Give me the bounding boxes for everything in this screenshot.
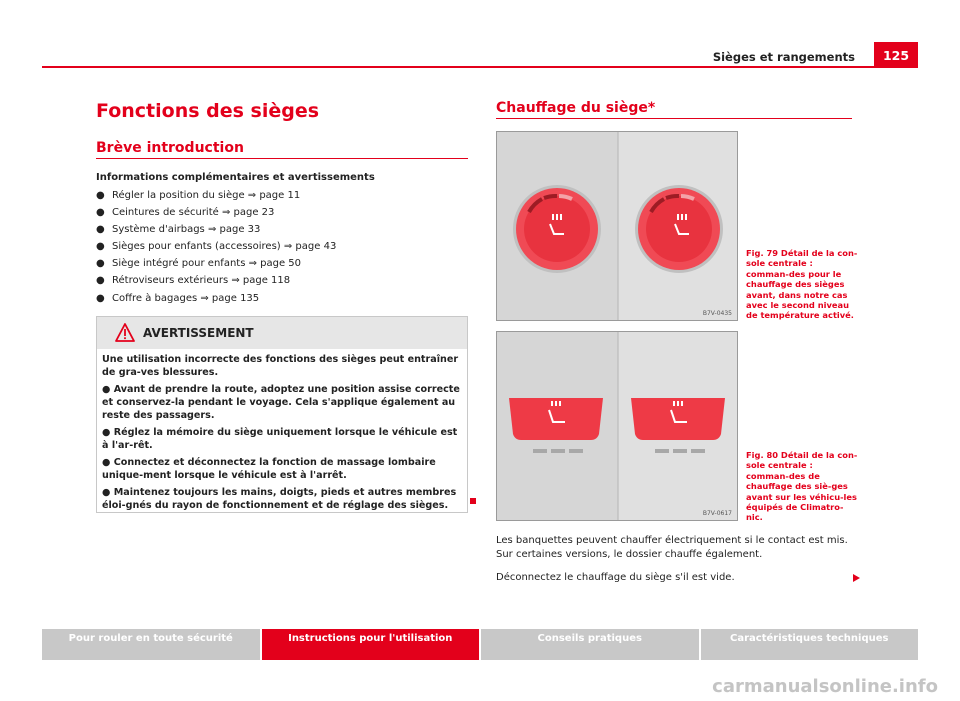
tab-instructions[interactable]: Instructions pour l'utilisation (262, 629, 480, 660)
figure-code: B7V-0617 (702, 510, 732, 517)
right-heater-knob (635, 185, 723, 273)
warning-box (96, 316, 468, 513)
chapter-title: Fonctions des sièges (96, 100, 320, 122)
warning-triangle-icon (115, 323, 135, 342)
tab-practical-tips[interactable]: Conseils pratiques (481, 629, 699, 660)
page-number: 125 (874, 42, 918, 68)
figure-79-caption: Fig. 79 Détail de la con-sole centrale : comman-des pour le chauffage des sièges avant, dans notre cas avec le second niveau de température activé. (746, 248, 858, 321)
bullet-icon: ● (96, 224, 105, 236)
right-section-title: Chauffage du siège* (496, 100, 656, 116)
footer-tabs (42, 629, 918, 660)
warning-paragraph: ● Maintenez toujours les mains, doigts, pieds et autres membres éloi-gnés du rayon de fonctionnement et de réglage des sièges. (102, 487, 457, 511)
bullet-icon: ● (96, 241, 105, 253)
header-rule (42, 66, 874, 68)
warning-paragraph: ● Avant de prendre la route, adoptez une position assise correcte et conservez-la pendant le voyage. Cela s'applique également au reste des passagers. (102, 384, 460, 421)
warning-paragraph: ● Réglez la mémoire du siège uniquement lorsque le véhicule est à l'ar-rêt. (102, 427, 458, 451)
climatronic-buttons-illustration (497, 332, 738, 521)
list-item[interactable]: ● Régler la position du siège ⇒ page 11 (96, 189, 336, 206)
figure-80 (496, 331, 738, 521)
warning-paragraph: Une utilisation incorrecte des fonctions des sièges peut entraîner de gra-ves blessures. (102, 354, 459, 378)
list-item[interactable]: ● Ceintures de sécurité ⇒ page 23 (96, 206, 336, 223)
figure-80-caption: Fig. 80 Détail de la con-sole centrale : comman-des de chauffage des siè-ges avant sur les véhicu-les équipés de Climatro-nic. (746, 450, 858, 523)
figure-79 (496, 131, 738, 321)
bullet-icon: ● (96, 190, 105, 201)
figure-code: B7V-0435 (702, 310, 732, 317)
header-section-title: Sièges et rangements (712, 50, 855, 64)
reference-list (96, 189, 336, 309)
list-item[interactable]: ● Système d'airbags ⇒ page 33 (96, 223, 336, 240)
list-item[interactable]: ● Coffre à bagages ⇒ page 135 (96, 292, 336, 309)
warning-title: AVERTISSEMENT (143, 326, 254, 340)
section-title: Brève introduction (96, 140, 244, 156)
list-item[interactable]: ● Siège intégré pour enfants ⇒ page 50 (96, 257, 336, 274)
bullet-icon: ● (96, 292, 105, 304)
body-paragraph: Déconnectez le chauffage du siège s'il est vide. (496, 572, 735, 583)
bullet-icon: ● (96, 258, 105, 270)
body-paragraph: Les banquettes peuvent chauffer électriquement si le contact est mis. Sur certaines versions, le dossier chauffe également. (496, 535, 848, 560)
warning-paragraph: ● Connectez et déconnectez la fonction de massage lombaire unique-ment lorsque le véhicule est à l'arrêt. (102, 457, 436, 481)
left-heater-knob (513, 185, 601, 273)
continue-arrow-icon (853, 574, 860, 582)
warning-body (97, 353, 467, 516)
bullet-icon: ● (96, 207, 105, 219)
seat-heater-knobs-illustration (497, 132, 738, 321)
info-title: Informations complémentaires et avertissements (96, 172, 375, 183)
warning-header (97, 317, 467, 349)
tab-technical-data[interactable]: Caractéristiques techniques (701, 629, 919, 660)
bullet-icon: ● (96, 275, 105, 287)
right-section-rule (496, 118, 852, 119)
section-end-marker (470, 498, 476, 504)
section-rule (96, 158, 468, 159)
watermark: carmanualsonline.info (712, 676, 938, 697)
list-item[interactable]: ● Sièges pour enfants (accessoires) ⇒ page 43 (96, 240, 336, 257)
tab-safety[interactable]: Pour rouler en toute sécurité (42, 629, 260, 660)
list-item[interactable]: ● Rétroviseurs extérieurs ⇒ page 118 (96, 274, 336, 291)
